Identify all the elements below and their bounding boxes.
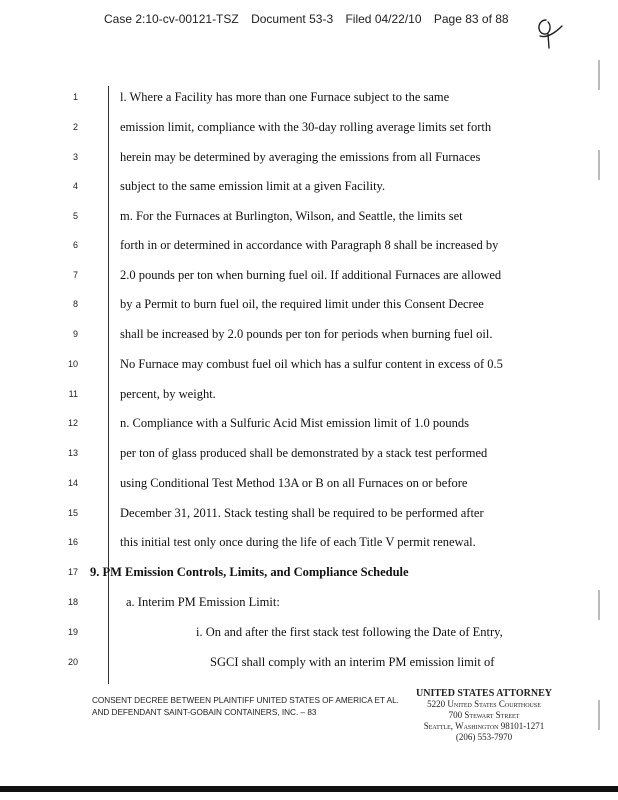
body-line: l. Where a Facility has more than one Furnace subject to the same	[120, 90, 450, 104]
margin-rule	[108, 86, 109, 684]
line-number: 8	[72, 299, 78, 309]
scan-artifact	[598, 60, 600, 90]
body-line: per ton of glass produced shall be demonstrated by a stack test performed	[120, 446, 488, 460]
body-line: 2.0 pounds per ton when burning fuel oil. If additional Furnaces are allowed	[120, 268, 502, 282]
line-number: 5	[72, 211, 78, 221]
body-line: using Conditional Test Method 13A or B on all Furnaces on or before	[120, 476, 468, 490]
filing-header	[104, 12, 518, 26]
line-number: 4	[72, 181, 78, 191]
body-line: a. Interim PM Emission Limit:	[126, 595, 280, 609]
line-number: 15	[67, 508, 78, 518]
line-number: 18	[67, 597, 78, 607]
line-number: 11	[68, 389, 78, 399]
footer-caption-line: AND DEFENDANT SAINT-GOBAIN CONTAINERS, INC. – 83	[92, 708, 317, 717]
body-line: SGCI shall comply with an interim PM emission limit of	[210, 655, 495, 669]
body-line: subject to the same emission limit at a given Facility.	[120, 179, 386, 193]
line-number: 7	[72, 270, 78, 280]
body-line: i. On and after the first stack test following the Date of Entry,	[196, 625, 503, 639]
body-line: n. Compliance with a Sulfuric Acid Mist emission limit of 1.0 pounds	[120, 416, 469, 430]
attorney-title: UNITED STATES ATTORNEY	[416, 688, 552, 699]
address-line: Seattle, Washington 98101-1271	[423, 721, 545, 731]
scan-bottom-bar	[0, 786, 618, 792]
body-line: percent, by weight.	[120, 387, 216, 401]
line-number: 19	[67, 627, 78, 637]
body-line: shall be increased by 2.0 pounds per ton for periods when burning fuel oil.	[120, 327, 493, 341]
handwritten-initials	[532, 14, 564, 54]
body-line: by a Permit to burn fuel oil, the required limit under this Consent Decree	[120, 297, 484, 311]
line-number: 20	[67, 657, 78, 667]
scan-artifact	[598, 150, 600, 180]
scan-artifact	[598, 700, 600, 730]
address-line: 5220 United States Courthouse	[427, 699, 541, 709]
address-line: 700 Stewart Street	[448, 710, 520, 720]
document-number: Document 53-3	[251, 12, 334, 26]
scan-artifact	[598, 590, 600, 620]
body-line: herein may be determined by averaging the emissions from all Furnaces	[120, 150, 481, 164]
footer-caption	[92, 695, 399, 719]
case-number: Case 2:10-cv-00121-TSZ	[104, 12, 239, 26]
body-line: December 31, 2011. Stack testing shall be required to be performed after	[120, 506, 484, 520]
body-line: forth in or determined in accordance with Paragraph 8 shall be increased by	[120, 238, 499, 252]
line-number: 14	[67, 478, 78, 488]
line-number: 3	[72, 152, 78, 162]
section-heading: 9. PM Emission Controls, Limits, and Compliance Schedule	[90, 565, 409, 579]
line-number: 17	[67, 567, 78, 577]
body-line: emission limit, compliance with the 30-day rolling average limits set forth	[120, 120, 492, 134]
page-count: Page 83 of 88	[433, 12, 509, 26]
line-number: 10	[67, 359, 78, 369]
body-line: this initial test only once during the life of each Title V permit renewal.	[120, 535, 476, 549]
line-number: 9	[72, 329, 78, 339]
body-line: No Furnace may combust fuel oil which has a sulfur content in excess of 0.5	[120, 357, 503, 371]
body-line: m. For the Furnaces at Burlington, Wilson, and Seattle, the limits set	[120, 209, 463, 223]
line-number: 12	[67, 418, 78, 428]
line-number: 6	[72, 240, 78, 250]
filed-date: Filed 04/22/10	[345, 12, 422, 26]
phone-number: (206) 553-7970	[455, 732, 513, 742]
line-number: 16	[67, 537, 78, 547]
footer-caption-line: CONSENT DECREE BETWEEN PLAINTIFF UNITED STATES OF AMERICA ET AL.	[92, 696, 399, 705]
line-number: 13	[67, 448, 78, 458]
line-number: 1	[72, 92, 78, 102]
line-number: 2	[72, 122, 78, 132]
attorney-address	[404, 688, 564, 743]
